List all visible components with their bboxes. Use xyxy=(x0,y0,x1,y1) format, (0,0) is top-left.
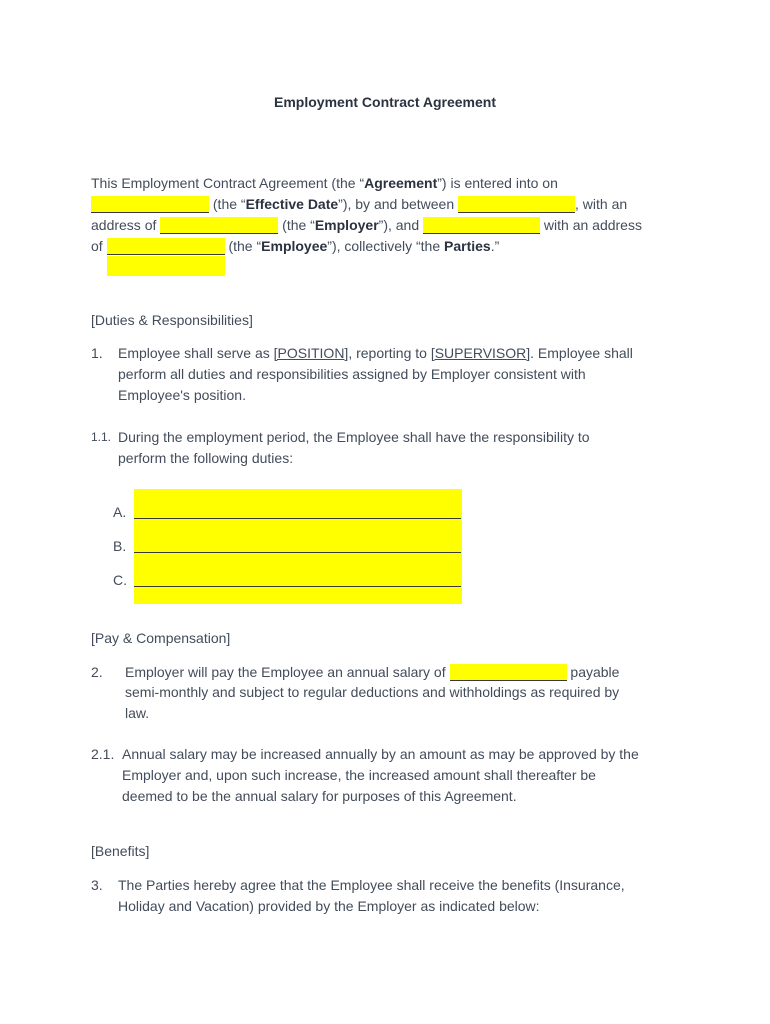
agreement-term: Agreement xyxy=(364,175,438,191)
duty-c-label: C. xyxy=(113,572,127,588)
intro-text: ”), and xyxy=(378,217,420,233)
item-2-1-number: 2.1. xyxy=(91,746,115,762)
intro-line-3 xyxy=(91,217,642,234)
item-1-text: Employee shall serve as xyxy=(118,345,270,361)
benefits-heading: [Benefits] xyxy=(91,843,150,859)
employee-term: Employee xyxy=(261,238,328,254)
duty-c-blank[interactable] xyxy=(134,586,461,587)
item-2-number: 2. xyxy=(91,664,103,680)
intro-text: (the “ xyxy=(228,238,262,254)
intro-text: (the “ xyxy=(212,196,246,212)
document-title: Employment Contract Agreement xyxy=(274,94,496,110)
item-1-1-line-1: During the employment period, the Employee shall have the responsibility to xyxy=(118,429,590,445)
employer-name-blank[interactable] xyxy=(458,196,575,213)
item-1-text: , reporting to xyxy=(348,345,427,361)
duty-a-label: A. xyxy=(113,504,127,520)
salary-blank[interactable] xyxy=(450,664,567,681)
effective-date-term: Effective Date xyxy=(245,196,339,212)
pay-heading: [Pay & Compensation] xyxy=(91,630,231,646)
item-1-text: . Employee shall xyxy=(530,345,633,361)
parties-term: Parties xyxy=(444,238,491,254)
item-3-line-1: The Parties hereby agree that the Employee shall receive the benefits (Insurance, xyxy=(118,877,625,893)
item-2-line-1 xyxy=(125,664,619,681)
item-1-number: 1. xyxy=(91,345,103,361)
intro-line-1 xyxy=(91,175,558,192)
employee-address-blank[interactable] xyxy=(107,238,225,255)
item-3-number: 3. xyxy=(91,877,103,893)
item-1-line-3: Employee's position. xyxy=(118,387,246,403)
effective-date-blank[interactable] xyxy=(91,196,209,213)
intro-text: .” xyxy=(490,238,500,254)
intro-text: ”), collectively “the xyxy=(327,238,441,254)
intro-line-4 xyxy=(91,238,499,255)
employee-name-blank[interactable] xyxy=(423,217,540,234)
employer-term: Employer xyxy=(314,217,379,233)
item-2-text: payable xyxy=(570,664,620,680)
item-1-1-line-2: perform the following duties: xyxy=(118,450,294,466)
item-2-1-line-3: deemed to be the annual salary for purposes of this Agreement. xyxy=(122,788,517,804)
item-2-line-3: law. xyxy=(125,705,150,721)
intro-text: address of xyxy=(91,217,157,233)
position-placeholder[interactable]: [POSITION] xyxy=(273,345,349,361)
duty-b-label: B. xyxy=(113,538,127,554)
intro-text: with an address xyxy=(543,217,642,233)
item-2-1-line-2: Employer and, upon such increase, the increased amount shall thereafter be xyxy=(122,767,596,783)
item-1-line-2: perform all duties and responsibilities assigned by Employer consistent with xyxy=(118,366,586,382)
intro-line-2 xyxy=(91,196,627,213)
address-highlight xyxy=(107,256,225,276)
duty-a-blank[interactable] xyxy=(134,518,461,519)
item-3-line-2: Holiday and Vacation) provided by the Employer as indicated below: xyxy=(118,898,540,914)
duty-b-blank[interactable] xyxy=(134,552,461,553)
item-1-line-1 xyxy=(118,345,633,362)
intro-text: ”), by and between xyxy=(338,196,455,212)
item-2-line-2: semi-monthly and subject to regular deductions and withholdings as required by xyxy=(125,684,620,700)
intro-text: (the “ xyxy=(282,217,315,233)
intro-text: This Employment Contract Agreement (the “ xyxy=(91,175,365,191)
item-2-text: Employer will pay the Employee an annual salary of xyxy=(125,664,446,680)
item-2-1-line-1: Annual salary may be increased annually by an amount as may be approved by the xyxy=(122,746,639,762)
supervisor-placeholder[interactable]: [SUPERVISOR] xyxy=(430,345,531,361)
intro-text: of xyxy=(91,238,103,254)
item-1-1-number: 1.1. xyxy=(91,430,112,444)
duties-heading: [Duties & Responsibilities] xyxy=(91,312,253,328)
intro-text: ”) is entered into on xyxy=(437,175,558,191)
employer-address-blank[interactable] xyxy=(160,217,278,234)
intro-text: , with an xyxy=(575,196,628,212)
